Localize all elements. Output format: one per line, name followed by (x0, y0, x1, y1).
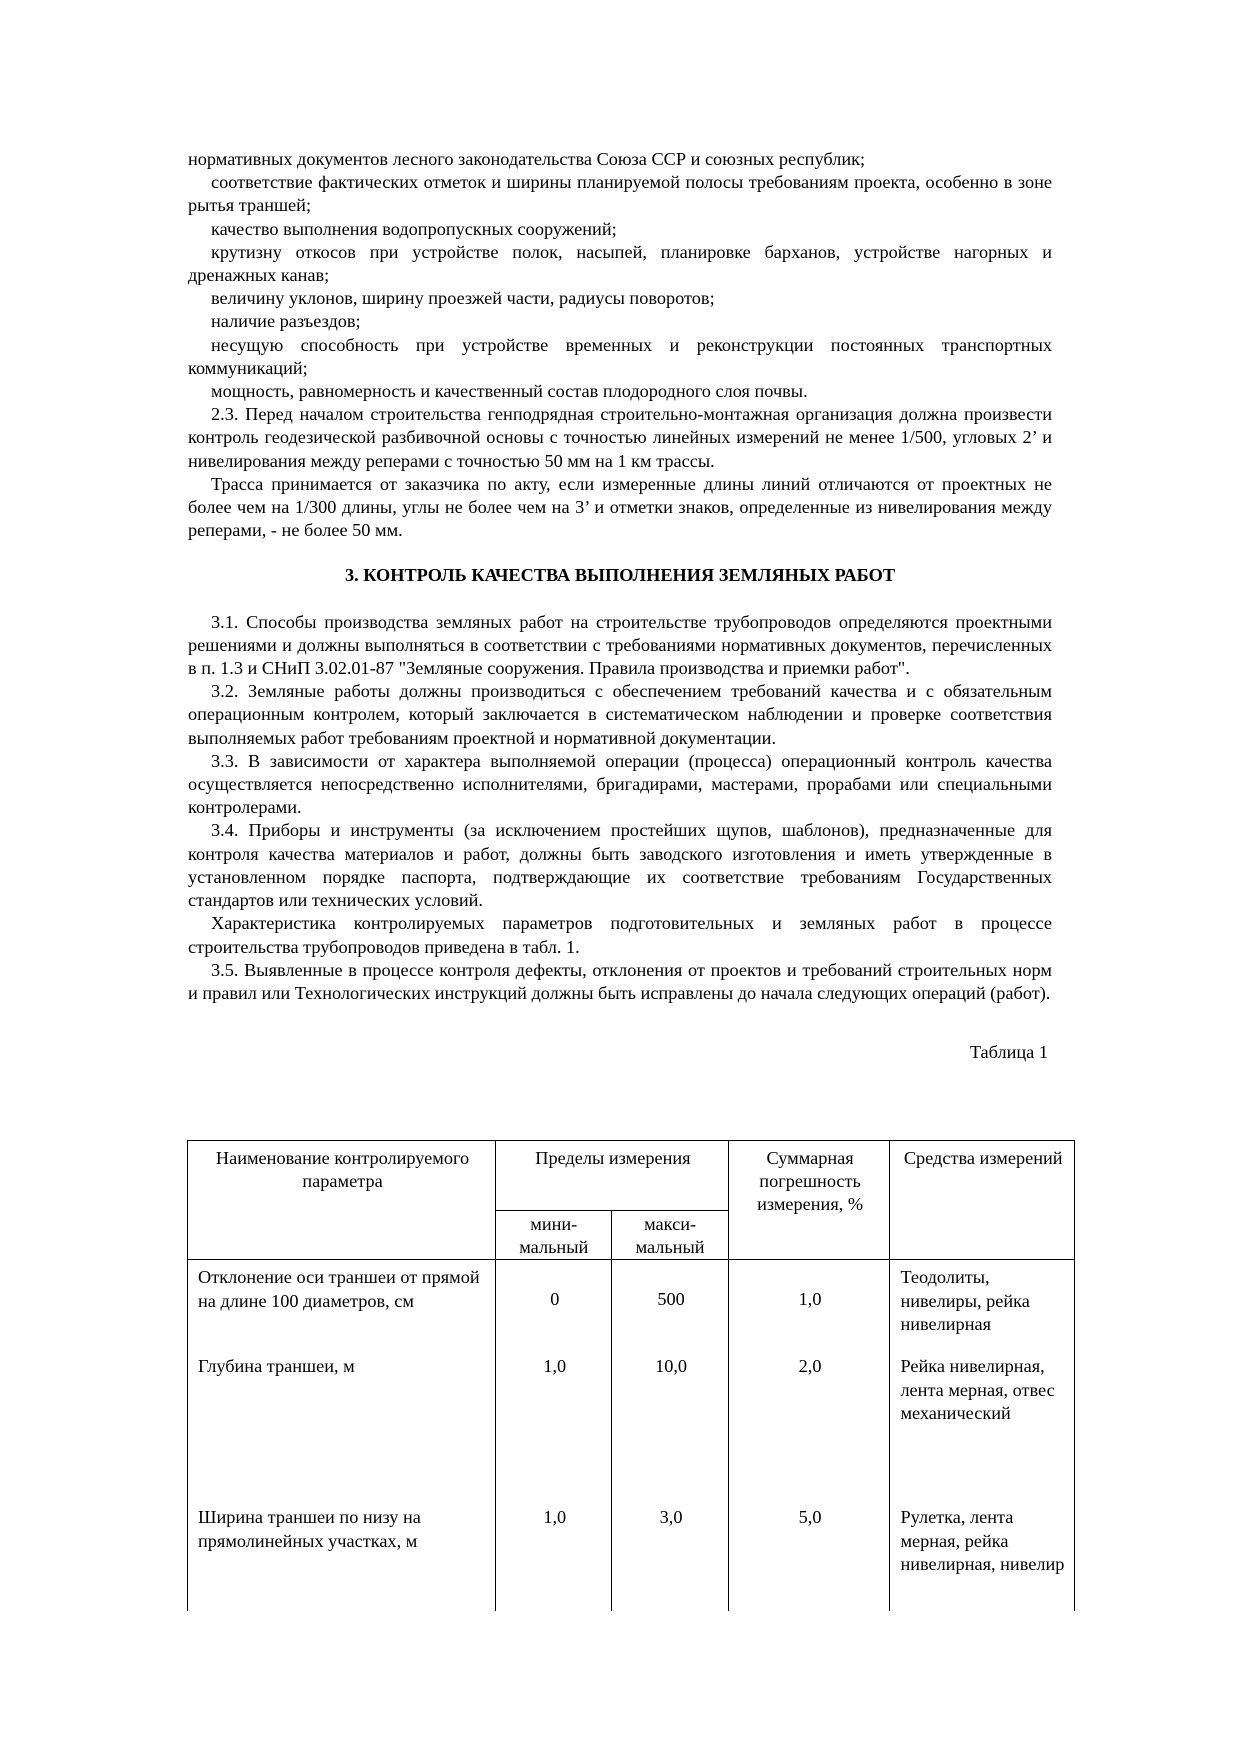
cell-min: 1,0 (496, 1494, 612, 1611)
cell-error: 5,0 (728, 1494, 890, 1611)
cell-means: Теодолиты, нивелиры, рейка нивелирная (890, 1260, 1075, 1348)
paragraph: величину уклонов, ширину проезжей части, радиусы поворотов; (211, 288, 715, 309)
paragraph-2-3: 2.3. Перед началом строительства генподрядная строительно-монтажная организация должна произвести контроль геодезической разбивочной основы с точностью линейных измерений не менее 1/500, угловых 2’ и нивелирования между реперами с точностью 50 мм на 1 км трассы. (188, 404, 1052, 471)
paragraph: качество выполнения водопропускных сооружений; (211, 218, 617, 239)
cell-error: 1,0 (728, 1260, 890, 1348)
paragraph-3-4: 3.4. Приборы и инструменты (за исключением простейших щупов, шаблонов), предназначенные для контроля качества материалов и работ, должны быть заводского изготовления и иметь утвержденные в установленном порядке паспорта, подтверждающие их соответствие требованиям Государственных стандартов или технических условий. (188, 820, 1052, 911)
paragraph: соответствие фактических отметок и ширины планируемой полосы требованиям проекта, особенно в зоне рытья траншей; (188, 172, 1052, 216)
header-param-label: Наименование контролируемого параметра (215, 1148, 470, 1192)
header-min: мини- мальный (496, 1211, 612, 1260)
cell-means: Рейка нивелирная, лента мерная, отвес механический (890, 1347, 1075, 1494)
table-row (188, 1347, 1075, 1494)
header-error-label: Суммарная погрешность измерения, % (757, 1148, 864, 1215)
paragraph: несущую способность при устройстве временных и реконструкции постоянных транспортных коммуникаций; (188, 334, 1052, 378)
cell-max: 10,0 (612, 1347, 728, 1494)
cell-means: Рулетка, лента мерная, рейка нивелирная, нивелир (890, 1494, 1075, 1611)
paragraph: крутизну откосов при устройстве полок, насыпей, планировке барханов, устройстве нагорных и дренажных канав; (188, 241, 1052, 286)
header-error (728, 1141, 890, 1260)
cell-max: 3,0 (612, 1494, 728, 1611)
header-means (890, 1141, 1075, 1260)
table-header-row (188, 1141, 1075, 1211)
paragraph: нормативных документов лесного законодательства Союза ССР и союзных республик; (188, 149, 866, 169)
table-caption: Таблица 1 (969, 1042, 1048, 1063)
paragraph: наличие разъездов; (211, 311, 361, 332)
cell-param: Глубина траншеи, м (188, 1347, 496, 1494)
paragraph-3-2: 3.2. Земляные работы должны производиться с обеспечением требований качества и с обязательным операционным контролем, который заключается в систематическом наблюдении и проверке соответствия выполняемых работ требованиям проектной и нормативной документации. (188, 681, 1052, 748)
header-max: макси- мальный (612, 1211, 728, 1260)
cell-param: Ширина траншеи по низу на прямолинейных участках, м (188, 1494, 496, 1611)
header-param (188, 1141, 496, 1260)
header-means-label: Средства измерений (903, 1148, 1063, 1168)
table-row (188, 1494, 1075, 1611)
paragraph: Трасса принимается от заказчика по акту, если измеренные длины линий отличаются от проектных не более чем на 1/300 длины, углы не более чем на 3’ и отметки знаков, определенные из нивелирования между реперами, - не более 50 мм. (188, 473, 1052, 541)
paragraph-3-3: 3.3. В зависимости от характера выполняемой операции (процесса) операционный контроль качества осуществляется непосредственно исполнителями, бригадирами, мастерами, прорабами или специальными контролерами. (188, 750, 1052, 818)
paragraph: мощность, равномерность и качественный состав плодородного слоя почвы. (211, 381, 808, 402)
cell-min: 0 (496, 1260, 612, 1348)
paragraph-3-1: 3.1. Способы производства земляных работ на строительстве трубопроводов определяются проектными решениями и должны выполняться в соответствии с требованиями нормативных документов, перечисленных в п. 1.3 и СНиП 3.02.01-87 "Земляные сооружения. Правила производства и приемки работ". (188, 611, 1052, 679)
cell-min: 1,0 (496, 1347, 612, 1494)
document-page (188, 148, 1052, 1088)
table-row (188, 1260, 1075, 1348)
cell-param: Отклонение оси траншеи от прямой на длине 100 диаметров, см (188, 1260, 496, 1348)
parameters-table (187, 1140, 1075, 1611)
section-heading: 3. КОНТРОЛЬ КАЧЕСТВА ВЫПОЛНЕНИЯ ЗЕМЛЯНЫХ РАБОТ (344, 565, 896, 586)
paragraph: Характеристика контролируемых параметров подготовительных и земляных работ в процессе строительства трубопроводов приведена в табл. 1. (188, 913, 1052, 957)
header-limits (496, 1141, 729, 1211)
paragraph-3-5: 3.5. Выявленные в процессе контроля дефекты, отклонения от проектов и требований строительных норм и правил или Технологических инструкций должны быть исправлены до начала следующих операций (работ). (188, 959, 1052, 1003)
cell-error: 2,0 (728, 1347, 890, 1494)
cell-max: 500 (612, 1260, 728, 1348)
header-limits-label: Пределы измерения (535, 1148, 691, 1168)
